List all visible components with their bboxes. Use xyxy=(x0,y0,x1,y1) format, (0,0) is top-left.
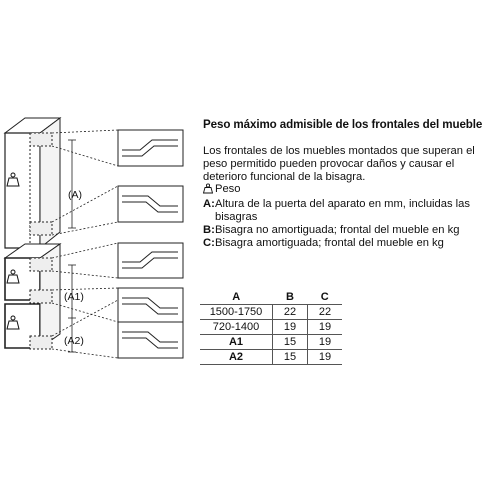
weight-table xyxy=(200,290,342,365)
legend-item-a xyxy=(203,198,488,224)
table-row xyxy=(200,305,342,320)
hinge-detail-boxes xyxy=(118,130,183,358)
table-header-row xyxy=(200,290,342,305)
legend-item-weight xyxy=(203,183,488,198)
warning-paragraph: Los frontales de los muebles montados que superan el peso permitido pueden provocar daños y causar el deterioro funcional de la bisagra. xyxy=(203,145,475,183)
column-header-a: A xyxy=(232,291,241,303)
installation-diagram xyxy=(0,0,190,492)
cell-b: 22 xyxy=(273,305,308,320)
double-door-appliance xyxy=(5,244,60,349)
single-door-appliance xyxy=(5,118,60,248)
cell-b: 15 xyxy=(273,350,308,365)
table-row xyxy=(200,350,342,365)
cell-b: 15 xyxy=(273,335,308,350)
cell-c: 19 xyxy=(308,320,343,335)
column-header-b: B xyxy=(286,291,294,303)
legend-text: Bisagra no amortiguada; frontal del mueble en kg xyxy=(215,224,460,236)
cell-a: A2 xyxy=(200,350,273,365)
legend xyxy=(203,183,488,250)
legend-key: C: xyxy=(203,237,215,249)
cell-c: 19 xyxy=(308,335,343,350)
dimension-label-a: (A) xyxy=(68,189,82,201)
cell-a: 1500-1750 xyxy=(200,305,273,320)
legend-text: Peso xyxy=(215,183,241,195)
legend-text: Bisagra amortiguada; frontal del mueble en kg xyxy=(215,237,444,249)
column-header-c: C xyxy=(320,291,329,303)
legend-key: B: xyxy=(203,224,215,236)
table-row xyxy=(200,335,342,350)
dimension-label-a2: (A2) xyxy=(64,335,84,347)
legend-item-c xyxy=(203,237,488,250)
cell-c: 19 xyxy=(308,350,343,365)
cell-a: 720-1400 xyxy=(200,320,273,335)
legend-item-b xyxy=(203,224,488,237)
legend-text: Altura de la puerta del aparato en mm, incluidas las bisagras xyxy=(215,198,470,223)
cell-a: A1 xyxy=(200,335,273,350)
table-row xyxy=(200,320,342,335)
cell-c: 22 xyxy=(308,305,343,320)
dimension-label-a1: (A1) xyxy=(64,291,84,303)
cell-b: 19 xyxy=(273,320,308,335)
weight-icon xyxy=(203,183,215,198)
section-heading: Peso máximo admisible de los frontales del mueble xyxy=(203,118,483,131)
legend-key: A: xyxy=(203,198,215,210)
